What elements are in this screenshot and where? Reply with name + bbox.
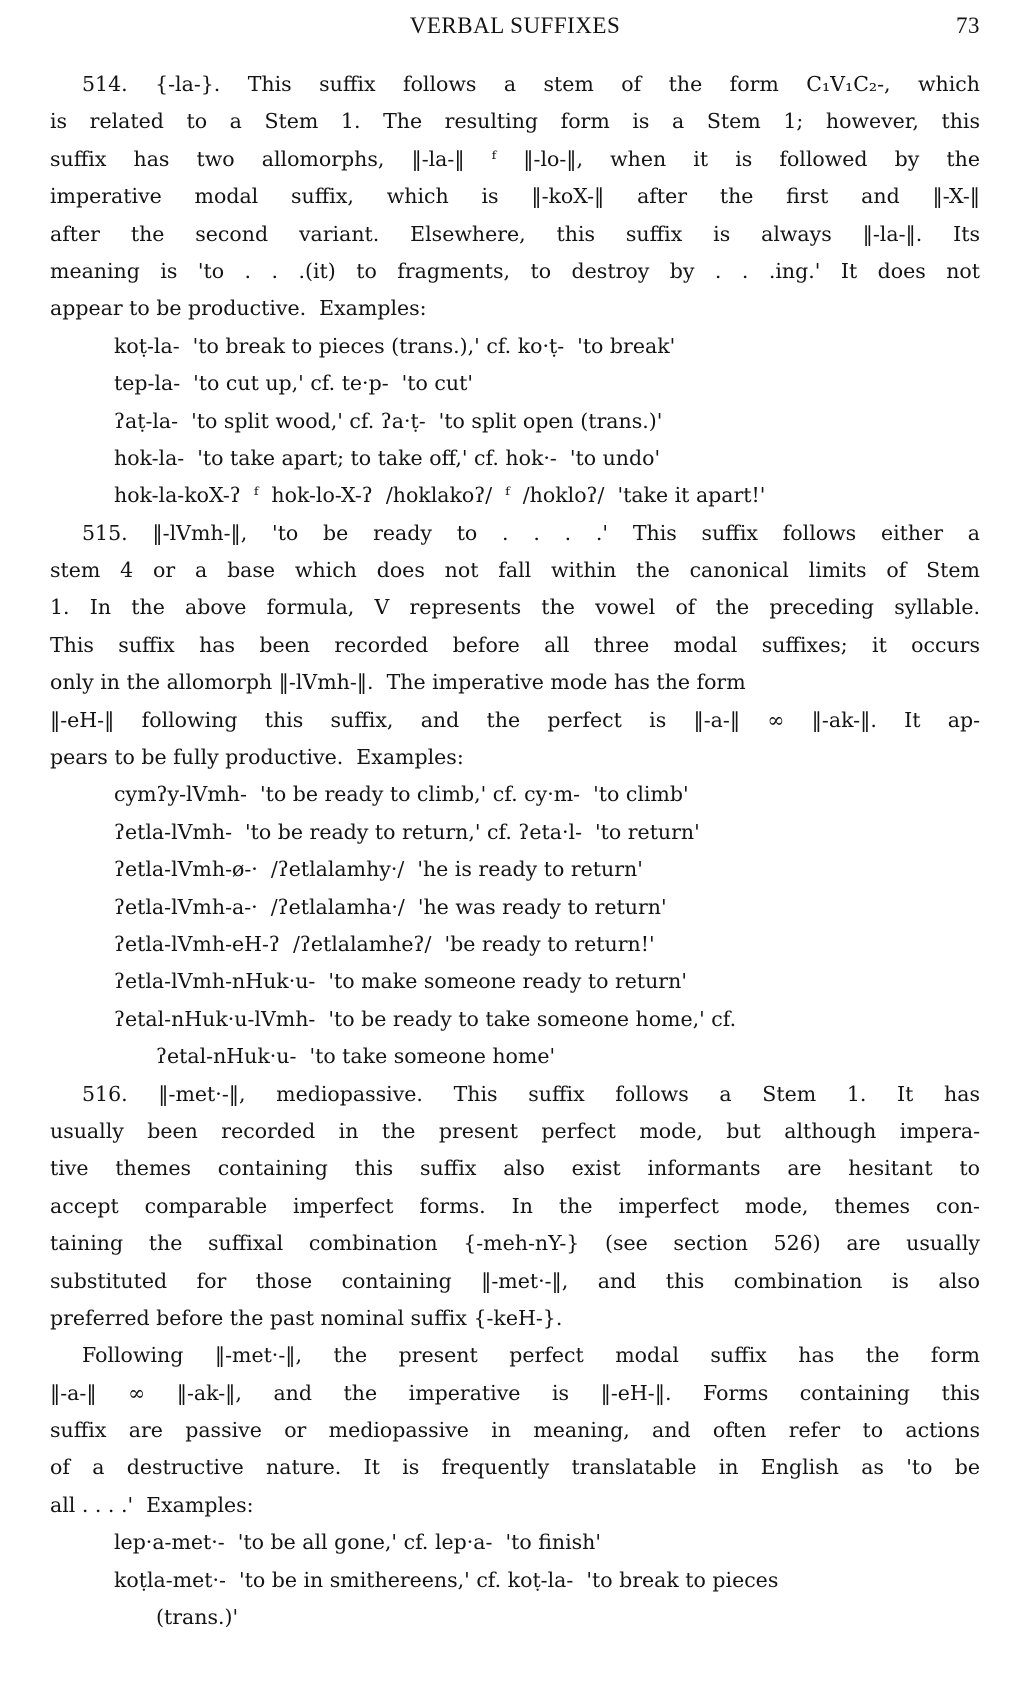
text-line: 1. In the above formula, V represents the vowel of the preceding syllable. [50,595,980,620]
text-line: stem 4 or a base which does not fall within the canonical limits of Stem [50,558,980,583]
page-header [50,13,980,43]
text-line: of a destructive nature. It is frequently translatable in English as 'to be [50,1455,980,1480]
text-line: accept comparable imperfect forms. In the imperfect mode, themes con- [50,1193,980,1218]
text-line: usually been recorded in the present perfect mode, but although impera- [50,1118,980,1143]
text-line: (trans.)' [156,1605,239,1630]
text-line: cymʔy-lVmh- 'to be ready to climb,' cf. cy·m- 'to climb' [114,782,689,807]
text-line: 514. {-la-}. This suffix follows a stem of the form C₁V₁C₂-, which [82,72,980,96]
text-line: ʔetla-lVmh-eH-ʔ /ʔetlalamheʔ/ 'be ready to return!' [114,931,655,956]
text-line: taining the suffixal combination {-meh-nY-} (see section 526) are usually [50,1231,980,1256]
text-line: preferred before the past nominal suffix {-keH-}. [50,1305,563,1330]
text-line: hok-la-koX-ʔ ᶠ hok-lo-X-ʔ /hoklakoʔ/ ᶠ /hokloʔ/ 'take it apart!' [114,483,766,508]
text-line: koṭ-la- 'to break to pieces (trans.),' cf. ko·ṭ- 'to break' [114,333,676,358]
text-line: This suffix has been recorded before all three modal suffixes; it occurs [50,632,980,657]
text-line: ʔetla-lVmh-ø-· /ʔetlalamhy·/ 'he is ready to return' [114,857,643,882]
text-line: koṭla-met·- 'to be in smithereens,' cf. koṭ-la- 'to break to pieces [114,1567,779,1592]
text-line: 515. ‖-lVmh-‖, 'to be ready to . . . .' This suffix follows either a [82,520,980,545]
running-title: VERBAL SUFFIXES [409,13,621,38]
text-line: ʔetla-lVmh-nHuk·u- 'to make someone ready to return' [114,969,687,994]
text-line: hok-la- 'to take apart; to take off,' cf. hok·- 'to undo' [114,445,661,470]
text-line: tep-la- 'to cut up,' cf. te·p- 'to cut' [114,371,473,396]
text-line: is related to a Stem 1. The resulting form is a Stem 1; however, this [50,109,980,134]
text-line: substituted for those containing ‖-met·-‖, and this combination is also [50,1268,980,1293]
text-line: all . . . .' Examples: [50,1492,254,1517]
text-line: only in the allomorph ‖-lVmh-‖. The imperative mode has the form [50,670,746,695]
text-line: ʔetal-nHuk·u- 'to take someone home' [156,1044,556,1069]
text-line: suffix are passive or mediopassive in meaning, and often refer to actions [50,1418,980,1443]
document-body [50,66,980,1636]
text-line: suffix has two allomorphs, ‖-la-‖ ᶠ ‖-lo-‖, when it is followed by the [50,146,980,171]
text-line: Following ‖-met·-‖, the present perfect modal suffix has the form [82,1343,980,1368]
page-number: 73 [956,13,980,38]
text-line: ʔetal-nHuk·u-lVmh- 'to be ready to take someone home,' cf. [114,1006,737,1031]
text-line: ‖-a-‖ ∞ ‖-ak-‖, and the imperative is ‖-eH-‖. Forms containing this [50,1380,980,1405]
text-line: pears to be fully productive. Examples: [50,745,464,770]
text-line: appear to be productive. Examples: [50,296,427,321]
text-line: ʔetla-lVmh- 'to be ready to return,' cf. ʔeta·l- 'to return' [114,819,700,844]
text-line: ʔaṭ-la- 'to split wood,' cf. ʔa·ṭ- 'to split open (trans.)' [114,408,663,433]
text-line: ‖-eH-‖ following this suffix, and the perfect is ‖-a-‖ ∞ ‖-ak-‖. It ap- [50,707,980,732]
text-line: lep·a-met·- 'to be all gone,' cf. lep·a- 'to finish' [114,1530,601,1555]
text-line: ʔetla-lVmh-a-· /ʔetlalamha·/ 'he was ready to return' [114,894,667,919]
text-line: meaning is 'to . . .(it) to fragments, to destroy by . . .ing.' It does not [50,258,980,283]
text-line: after the second variant. Elsewhere, this suffix is always ‖-la-‖. Its [50,221,980,246]
text-line: imperative modal suffix, which is ‖-koX-‖ after the first and ‖-X-‖ [50,184,980,209]
text-line: tive themes containing this suffix also exist informants are hesitant to [50,1156,980,1181]
text-line: 516. ‖-met·-‖, mediopassive. This suffix follows a Stem 1. It has [82,1081,980,1106]
